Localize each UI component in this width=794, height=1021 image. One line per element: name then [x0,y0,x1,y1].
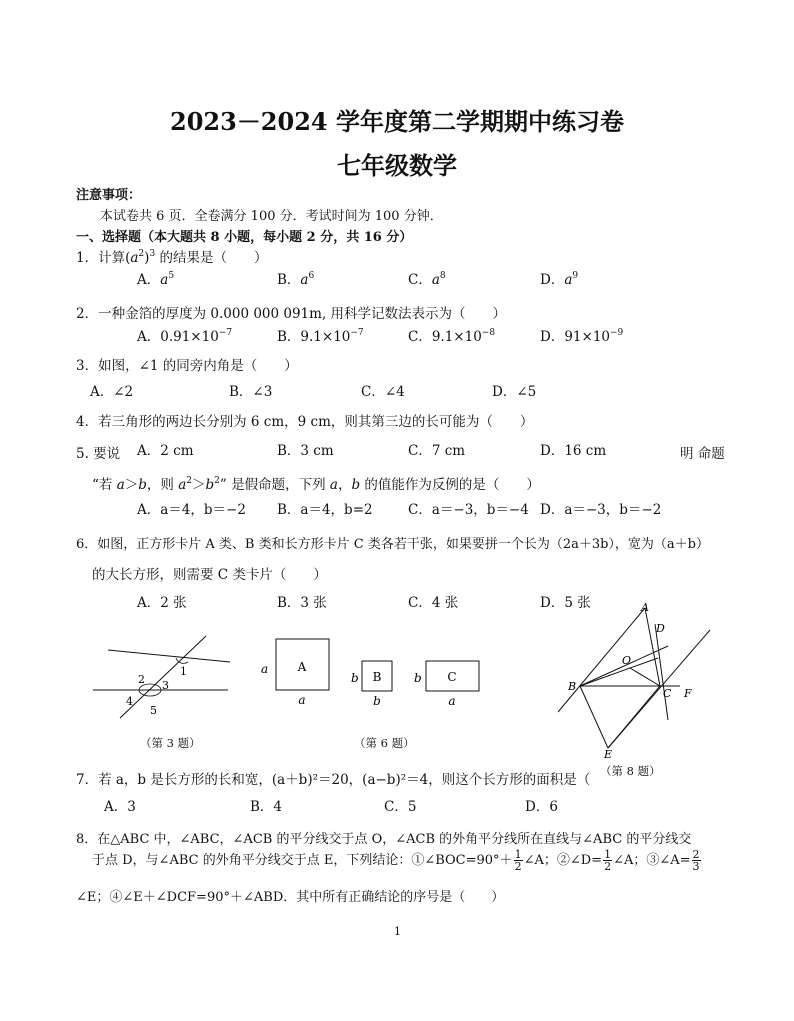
fig6-side-a-c: a [448,694,456,708]
fig6-side-b-bottom: b [373,694,381,708]
fig6-label-C: C [447,670,457,684]
question-2: 2．一种金箔的厚度为 0.000 000 091m, 用科学记数法表示为（ ） [76,306,507,322]
q1-option-d[interactable]: D．$a^9$ [540,271,579,288]
q4-option-c[interactable]: C．7 cm [408,443,466,459]
figure-3 [88,628,238,748]
question-3: 3．如图，∠1 的同旁内角是（ ） [76,358,298,374]
q5-option-d[interactable]: D．a＝−3，b＝−2 [540,502,662,518]
question-5-prefix: 5. 要说 [76,446,121,462]
fig3-label-2: 2 [138,673,145,686]
section-title: 一、选择题（本大题共 8 小题，每小题 2 分，共 16 分） [76,230,413,245]
q6-option-a[interactable]: A．2 张 [137,595,187,611]
fraction-two-thirds: $\frac{2}{3}$ [692,848,700,873]
fig8-label-B: B [568,680,577,693]
page-title: 2023－2024 学年度第二学期期中练习卷 [170,107,624,136]
fig8-label-O: O [622,654,632,667]
q7-option-b[interactable]: B．4 [250,799,283,815]
fig8-line-EDext [608,630,710,748]
q7-option-c[interactable]: C．5 [384,799,417,815]
fig6-label-B: B [372,670,382,684]
q1-option-a[interactable]: A．$a^5$ [137,271,175,288]
q5-option-a[interactable]: A．a＝4，b＝−2 [137,502,246,518]
q1-option-c[interactable]: C．$a^8$ [408,271,446,288]
fig3-line-top [108,650,230,662]
q2-option-c[interactable]: C．$9.1\times 10^{-8}$ [408,328,496,345]
q6-option-d[interactable]: D．5 张 [540,595,591,611]
q5-option-c[interactable]: C．a＝−3，b＝−4 [408,502,529,518]
notice-text: 本试卷共 6 页．全卷满分 100 分．考试时间为 100 分钟． [100,209,443,224]
question-5-suffix: 明 命题 [680,446,725,462]
question-6-line2: 的大长方形，则需要 C 类卡片（ ） [92,567,327,583]
question-8-line1: 8．在△ABC 中，∠ABC，∠ACB 的平分线交于点 O，∠ACB 的外角平分线所在直线与∠ABC 的平分线交 [76,832,692,847]
figure-8 [550,600,730,770]
fig8-line-BA [558,608,645,712]
q6-option-b[interactable]: B．3 张 [277,595,327,611]
q4-option-d[interactable]: D．16 cm [540,443,607,459]
q2-option-a[interactable]: A．$0.91\times 10^{-7}$ [137,328,233,345]
q4-option-a[interactable]: A．2 cm [137,443,194,459]
q1-option-b[interactable]: B．$a^6$ [277,271,315,288]
q5-option-b[interactable]: B．a＝4，b=2 [277,502,373,518]
notice-heading: 注意事项： [76,188,142,203]
question-8-line2: 于点 D，与∠ABC 的外角平分线交于点 E，下列结论：①∠BOC=90°＋ $\frac{1}{2}$ ∠A；②∠D= $\frac{1}{2}$ ∠A；③∠A= $\frac{2}{3}$ [92,848,700,873]
q7-option-d[interactable]: D．6 [525,799,558,815]
q4-option-b[interactable]: B．3 cm [277,443,334,459]
q2-option-b[interactable]: B．$9.1\times 10^{-7}$ [277,328,364,345]
q2-option-d[interactable]: D．$91\times 10^{-9}$ [540,328,624,345]
fig8-label-C: C [663,687,672,700]
question-6-line1: 6．如图，正方形卡片 A 类、B 类和长方形卡片 C 类各若干张，如果要拼一个长为（2a＋3b），宽为（a＋b） [76,537,710,552]
q6-option-c[interactable]: C．4 张 [408,595,459,611]
fig3-label-4: 4 [126,695,133,708]
page-number: 1 [394,925,401,938]
q3-option-b[interactable]: B．∠3 [229,384,273,400]
fig3-label-5: 5 [150,704,157,717]
fig8-line-BE [580,686,608,748]
fig8-label-F: F [684,687,692,700]
q7-option-a[interactable]: A．3 [104,799,136,815]
figure-6-caption: （第 6 题） [354,736,415,750]
fraction-half-1: $\frac{1}{2}$ [514,848,522,873]
question-1: 1．计算$(a^2)^3$ 的结果是（ ） [76,249,268,266]
fig8-label-D: D [656,622,665,635]
figure-8-caption: （第 8 题） [600,764,661,778]
fig6-side-a-left: a [261,662,269,676]
question-4: 4．若三角形的两边长分别为 6 cm，9 cm，则其第三边的长可能为（ ） [76,414,534,430]
page-subtitle: 七年级数学 [337,151,457,180]
q3-option-d[interactable]: D．∠5 [492,384,537,400]
fraction-half-2: $\frac{1}{2}$ [604,848,612,873]
fig8-label-E: E [604,748,613,761]
fig6-label-A: A [297,660,307,674]
fig8-label-A: A [641,601,649,614]
question-5-statement: “若 a＞b，则 $a^2>b^2$” 是假命题，下列 a，b 的值能作为反例的是（ ） [92,476,540,493]
fig6-side-b-left: b [351,671,359,685]
fig6-side-b-c: b [414,671,422,685]
fig3-label-3: 3 [162,679,169,692]
fig8-line-OC [630,668,660,686]
figure-3-caption: （第 3 题） [140,736,201,750]
question-7: 7．若 a，b 是长方形的长和宽，(a＋b)²＝20，(a−b)²＝4，则这个长方形的面积是（ [76,772,591,788]
q3-option-c[interactable]: C．∠4 [361,384,405,400]
fig3-label-1: 1 [180,665,187,678]
q3-option-a[interactable]: A．∠2 [90,384,134,400]
figure-6 [255,628,495,718]
fig6-side-a-bottom: a [298,693,306,707]
question-8-line3: ∠E；④∠E＋∠DCF=90°＋∠ABD．其中所有正确结论的序号是（ ） [76,890,505,905]
